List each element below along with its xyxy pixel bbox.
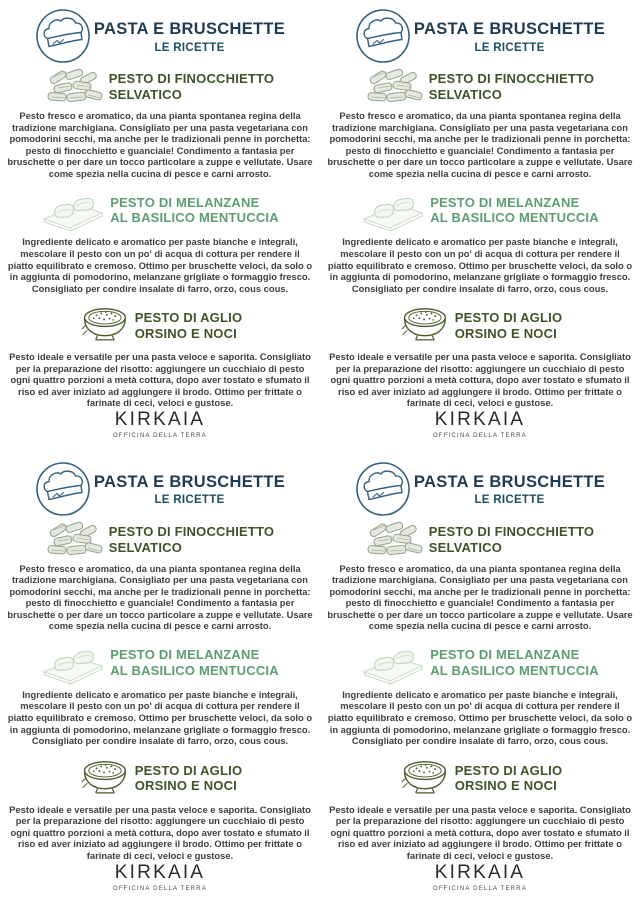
brand-footer	[433, 862, 527, 894]
brand-footer	[113, 409, 207, 441]
section-title-line1: PESTO DI MELANZANE	[110, 194, 260, 210]
section-title-line1: PESTO DI FINOCCHIETTO	[108, 523, 275, 539]
section-title-line2: ORSINO E NOCI	[454, 325, 557, 341]
section-finocchietto-body: Pesto fresco e aromatico, da una pianta spontanea regina della tradizione marchigiana. Consigliato per una pasta vegetariana con pomodorini secchi, ma anche per le tradizionali penne in porchetta: pesto di finocchietto e guanciale! Condimento a fantasia per bruschette o per dare un tocco particolare a zuppe e vellutate. Usare come spezia nella cucina di pesce e carni arrosto.	[327, 562, 633, 632]
section-title-line2: ORSINO E NOCI	[134, 325, 237, 341]
section-aglio-orsino	[326, 757, 634, 862]
card-header-text	[94, 471, 285, 506]
grilled-eggplant-icon	[361, 641, 425, 685]
card-header-text	[414, 18, 605, 53]
card-subtitle: LE RICETTE	[154, 41, 225, 54]
section-title-line1: PESTO DI FINOCCHIETTO	[428, 523, 595, 539]
pesto-mortar-icon	[78, 304, 130, 347]
section-title-line2: ORSINO E NOCI	[134, 778, 237, 794]
section-title-line1: PESTO DI MELANZANE	[430, 647, 580, 663]
recipe-card	[320, 453, 640, 905]
section-aglio-orsino-body: Pesto ideale e versatile per una pasta veloce e saporita. Consigliato per la preparazione del risotto: aggiungere un cucchiaio di pesto ogni quattro porzioni a metà cottura, dopo aver tostato e sfumato il riso ed aver iniziato ad aggiungere il brodo. Ottimo per frittate o farinate di ceci, veloci e gustose.	[329, 351, 631, 409]
section-finocchietto-title	[109, 524, 275, 555]
section-aglio-orsino-title	[455, 763, 563, 794]
section-aglio-orsino-title	[135, 763, 243, 794]
section-aglio-orsino-header	[398, 304, 563, 347]
section-aglio-orsino-header	[78, 757, 243, 800]
pesto-mortar-icon	[398, 304, 450, 347]
section-title-line2: SELVATICO	[428, 87, 503, 102]
pesto-mortar-icon	[398, 757, 450, 800]
section-title-line2: AL BASILICO MENTUCCIA	[110, 662, 279, 678]
penne-pasta-icon	[366, 68, 424, 106]
section-aglio-orsino-header	[78, 304, 243, 347]
brand-logo-text: KIRKAIA	[114, 861, 206, 883]
section-melanzane-body: Ingrediente delicato e aromatico per paste bianche e integrali, mescolare il pesto con un po' di acqua di cottura per rendere il piatto equilibrato e cremoso. Ottimo per bruschette veloci, da solo o in aggiunta di pomodorino, melanzane grigliate o formaggio fresco. Consigliato per condire insalate di farro, orzo, cous cous.	[327, 688, 633, 747]
grilled-eggplant-icon	[41, 188, 105, 232]
section-title-line2: AL BASILICO MENTUCCIA	[430, 210, 599, 226]
section-finocchietto	[326, 521, 634, 632]
card-header-text	[414, 471, 605, 506]
card-header-text	[94, 18, 285, 53]
recipe-card	[0, 0, 320, 453]
card-header	[355, 461, 605, 517]
brand-tagline: OFFICINA DELLA TERRA	[113, 885, 207, 892]
section-title-line2: AL BASILICO MENTUCCIA	[110, 210, 279, 226]
section-title-line1: PESTO DI MELANZANE	[110, 647, 260, 663]
section-aglio-orsino-body: Pesto ideale e versatile per una pasta veloce e saporita. Consigliato per la preparazione del risotto: aggiungere un cucchiaio di pesto ogni quattro porzioni a metà cottura, dopo aver tostato e sfumato il riso ed aver iniziato ad aggiungere il brodo. Ottimo per frittate o farinate di ceci, veloci e gustose.	[9, 351, 311, 409]
section-melanzane-header	[41, 188, 279, 232]
section-title-line2: SELVATICO	[108, 539, 183, 555]
section-melanzane-body: Ingrediente delicato e aromatico per paste bianche e integrali, mescolare il pesto con un po' di acqua di cottura per rendere il piatto equilibrato e cremoso. Ottimo per bruschette veloci, da solo o in aggiunta di pomodorino, melanzane grigliate o formaggio fresco. Consigliato per condire insalate di farro, orzo, cous cous.	[7, 236, 313, 294]
section-melanzane-header	[361, 641, 599, 685]
section-melanzane-header	[41, 641, 279, 685]
brand-logo-text: KIRKAIA	[434, 409, 526, 430]
chef-hat-icon	[355, 461, 411, 517]
brand-footer	[113, 862, 207, 894]
recipe-card	[0, 453, 320, 905]
section-title-line1: PESTO DI FINOCCHIETTO	[108, 71, 275, 87]
section-aglio-orsino	[326, 304, 634, 409]
section-finocchietto-title	[429, 71, 595, 102]
pesto-mortar-icon	[78, 757, 130, 800]
recipe-card	[320, 0, 640, 453]
section-aglio-orsino	[6, 757, 314, 862]
section-aglio-orsino	[6, 304, 314, 409]
grilled-eggplant-icon	[361, 188, 425, 232]
card-header	[35, 461, 285, 517]
section-melanzane-title	[110, 195, 279, 226]
chef-hat-icon	[35, 461, 91, 517]
section-aglio-orsino-header	[398, 757, 563, 800]
brand-footer	[433, 409, 527, 441]
card-header	[35, 8, 285, 64]
section-finocchietto-header	[46, 521, 275, 559]
section-title-line2: SELVATICO	[428, 539, 503, 555]
penne-pasta-icon	[46, 521, 104, 559]
card-title: PASTA E BRUSCHETTE	[413, 20, 606, 39]
section-melanzane	[6, 641, 314, 747]
section-title-line1: PESTO DI AGLIO	[454, 762, 563, 778]
card-subtitle: LE RICETTE	[474, 41, 545, 54]
penne-pasta-icon	[366, 521, 424, 559]
section-finocchietto-body: Pesto fresco e aromatico, da una pianta spontanea regina della tradizione marchigiana. Consigliato per una pasta vegetariana con pomodorini secchi, ma anche per le tradizionali penne in porchetta: pesto di finocchietto e guanciale! Condimento a fantasia per bruschette o per dare un tocco particolare a zuppe e vellutate. Usare come spezia nella cucina di pesce e carni arrosto.	[7, 562, 313, 632]
penne-pasta-icon	[46, 68, 104, 106]
card-header	[355, 8, 605, 64]
brand-logo-text: KIRKAIA	[114, 409, 206, 430]
chef-hat-icon	[355, 8, 411, 64]
section-melanzane	[326, 641, 634, 747]
section-aglio-orsino-body: Pesto ideale e versatile per una pasta veloce e saporita. Consigliato per la preparazione del risotto: aggiungere un cucchiaio di pesto ogni quattro porzioni a metà cottura, dopo aver tostato e sfumato il riso ed aver iniziato ad aggiungere il brodo. Ottimo per frittate o farinate di ceci, veloci e gustose.	[9, 803, 311, 861]
section-finocchietto-body: Pesto fresco e aromatico, da una pianta spontanea regina della tradizione marchigiana. Consigliato per una pasta vegetariana con pomodorini secchi, ma anche per le tradizionali penne in porchetta: pesto di finocchietto e guanciale! Condimento a fantasia per bruschette o per dare un tocco particolare a zuppe e vellutate. Usare come spezia nella cucina di pesce e carni arrosto.	[7, 110, 313, 179]
section-aglio-orsino-title	[455, 310, 563, 341]
section-finocchietto-title	[429, 524, 595, 555]
section-title-line1: PESTO DI AGLIO	[454, 310, 563, 326]
section-aglio-orsino-title	[135, 310, 243, 341]
section-finocchietto-body: Pesto fresco e aromatico, da una pianta spontanea regina della tradizione marchigiana. Consigliato per una pasta vegetariana con pomodorini secchi, ma anche per le tradizionali penne in porchetta: pesto di finocchietto e guanciale! Condimento a fantasia per bruschette o per dare un tocco particolare a zuppe e vellutate. Usare come spezia nella cucina di pesce e carni arrosto.	[327, 110, 633, 179]
section-title-line1: PESTO DI FINOCCHIETTO	[428, 71, 595, 87]
section-title-line2: SELVATICO	[108, 87, 183, 102]
section-finocchietto-header	[46, 68, 275, 106]
brand-logo-text: KIRKAIA	[434, 861, 526, 883]
section-title-line1: PESTO DI MELANZANE	[430, 194, 580, 210]
section-melanzane	[326, 188, 634, 294]
brand-tagline: OFFICINA DELLA TERRA	[433, 433, 527, 439]
section-finocchietto-header	[366, 521, 595, 559]
section-melanzane-body: Ingrediente delicato e aromatico per paste bianche e integrali, mescolare il pesto con un po' di acqua di cottura per rendere il piatto equilibrato e cremoso. Ottimo per bruschette veloci, da solo o in aggiunta di pomodorino, melanzane grigliate o formaggio fresco. Consigliato per condire insalate di farro, orzo, cous cous.	[327, 236, 633, 294]
section-melanzane-body: Ingrediente delicato e aromatico per paste bianche e integrali, mescolare il pesto con un po' di acqua di cottura per rendere il piatto equilibrato e cremoso. Ottimo per bruschette veloci, da solo o in aggiunta di pomodorino, melanzane grigliate o formaggio fresco. Consigliato per condire insalate di farro, orzo, cous cous.	[7, 688, 313, 747]
brand-tagline: OFFICINA DELLA TERRA	[113, 433, 207, 439]
card-title: PASTA E BRUSCHETTE	[413, 472, 606, 491]
section-melanzane-title	[430, 195, 599, 226]
section-title-line2: AL BASILICO MENTUCCIA	[430, 662, 599, 678]
card-subtitle: LE RICETTE	[474, 494, 545, 507]
section-melanzane-header	[361, 188, 599, 232]
section-melanzane-title	[430, 647, 599, 678]
section-finocchietto-header	[366, 68, 595, 106]
card-title: PASTA E BRUSCHETTE	[93, 20, 286, 39]
section-finocchietto	[6, 68, 314, 179]
card-title: PASTA E BRUSCHETTE	[93, 472, 286, 491]
section-title-line1: PESTO DI AGLIO	[134, 762, 243, 778]
grilled-eggplant-icon	[41, 641, 105, 685]
section-finocchietto	[6, 521, 314, 632]
section-melanzane	[6, 188, 314, 294]
chef-hat-icon	[35, 8, 91, 64]
section-melanzane-title	[110, 647, 279, 678]
card-subtitle: LE RICETTE	[154, 494, 225, 507]
brand-tagline: OFFICINA DELLA TERRA	[433, 885, 527, 892]
section-title-line2: ORSINO E NOCI	[454, 778, 557, 794]
section-aglio-orsino-body: Pesto ideale e versatile per una pasta veloce e saporita. Consigliato per la preparazione del risotto: aggiungere un cucchiaio di pesto ogni quattro porzioni a metà cottura, dopo aver tostato e sfumato il riso ed aver iniziato ad aggiungere il brodo. Ottimo per frittate o farinate di ceci, veloci e gustose.	[329, 803, 631, 861]
section-finocchietto	[326, 68, 634, 179]
section-title-line1: PESTO DI AGLIO	[134, 310, 243, 326]
section-finocchietto-title	[109, 71, 275, 102]
